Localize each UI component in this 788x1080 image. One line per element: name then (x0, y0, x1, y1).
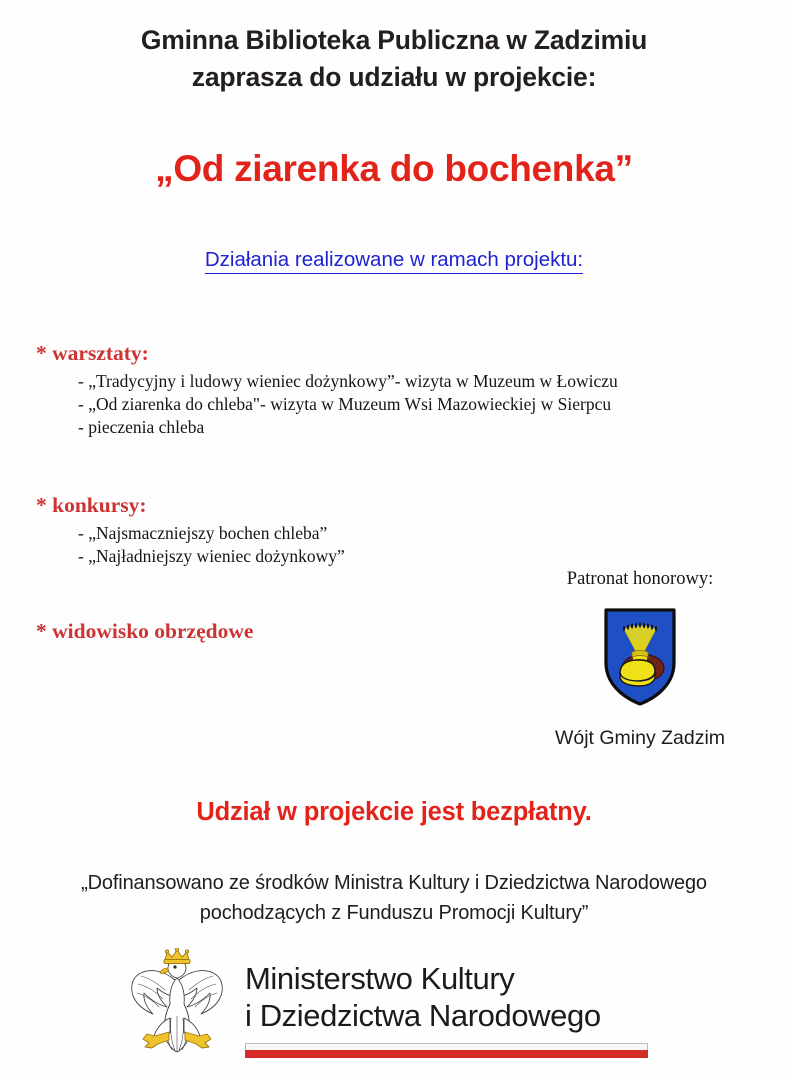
zadzim-coat-of-arms-icon (602, 607, 678, 707)
patronage-block (516, 568, 764, 750)
activities-subtitle: Działania realizowane w ramach projektu: (205, 248, 583, 274)
polish-flag-bar (245, 1043, 648, 1058)
section-konkursy (36, 492, 345, 568)
list-item: - „Tradycyjny i ludowy wieniec dożynkowy”- wizyta w Muzeum w Łowiczu (78, 371, 618, 391)
section-widowisko (36, 618, 253, 644)
warsztaty-list (36, 370, 618, 439)
list-item: - pieczenia chleba (78, 417, 205, 437)
header-line-1: Gminna Biblioteka Publiczna w Zadzimiu (140, 25, 648, 55)
section-heading-widowisko: * widowisko obrzędowe (36, 619, 254, 643)
poster-header (0, 22, 788, 96)
ministry-logo (125, 948, 670, 1068)
free-participation-note: Udział w projekcie jest bezpłatny. (196, 798, 592, 826)
list-item: - „Najładniejszy wieniec dożynkowy” (78, 546, 345, 566)
konkursy-list (36, 522, 345, 568)
list-item: - „Najsmaczniejszy bochen chleba” (78, 523, 328, 543)
patronage-name: Wójt Gminy Zadzim (554, 727, 726, 749)
polish-eagle-icon (125, 948, 229, 1064)
ministry-line-1: Ministerstwo Kultury (245, 961, 515, 996)
flag-white-stripe (245, 1043, 648, 1050)
ministry-text-block (245, 948, 648, 1058)
header-line-2: zaprasza do udziału w projekcie: (191, 62, 597, 92)
subtitle-container (0, 248, 788, 274)
funding-note (0, 868, 788, 928)
project-title: „Od ziarenka do bochenka” (155, 148, 633, 189)
patronage-label: Patronat honorowy: (566, 569, 714, 589)
funding-line-1: „Dofinansowano ze środków Ministra Kultury i Dziedzictwa Narodowego (81, 872, 707, 894)
funding-line-2: pochodzących z Funduszu Promocji Kultury” (199, 902, 589, 924)
ministry-line-2: i Dziedzictwa Narodowego (245, 998, 601, 1033)
section-heading-konkursy: * konkursy: (36, 493, 147, 517)
list-item: - „Od ziarenka do chleba"- wizyta w Muzeum Wsi Mazowieckiej w Sierpcu (78, 394, 612, 414)
section-heading-warsztaty: * warsztaty: (36, 341, 149, 365)
section-warsztaty (36, 340, 618, 439)
flag-red-stripe (245, 1050, 648, 1058)
